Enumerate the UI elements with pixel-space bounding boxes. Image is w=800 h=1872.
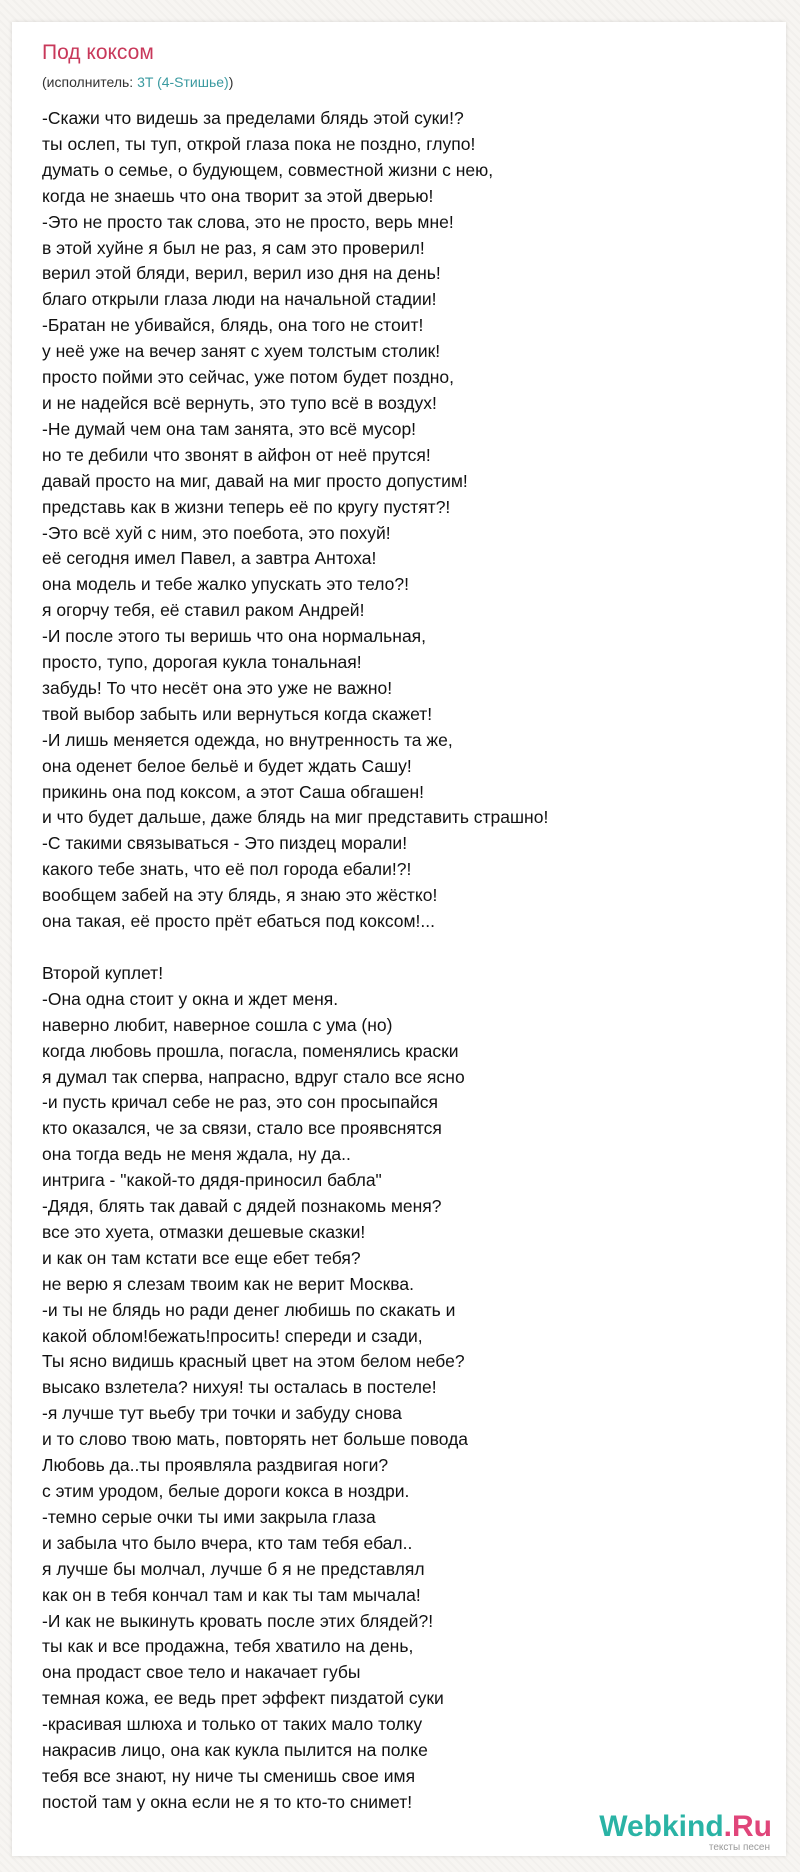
lyrics-text bbox=[42, 106, 762, 1816]
lyric-line: постой там у окна если не я то кто-то снимет! bbox=[42, 1791, 413, 1812]
lyric-line: я огорчу тебя, её ставил раком Андрей! bbox=[42, 600, 365, 621]
lyric-line: прикинь она под коксом, а этот Саша обгашен! bbox=[42, 781, 424, 802]
lyric-line: я думал так сперва, напрасно, вдруг стало все ясно bbox=[42, 1066, 465, 1087]
lyric-line: но те дебили что звонят в айфон от неё прутся! bbox=[42, 444, 431, 465]
artist-suffix: ) bbox=[228, 74, 234, 90]
lyric-line: представь как в жизни теперь её по кругу пустят?! bbox=[42, 496, 451, 517]
site-logo[interactable] bbox=[572, 1810, 772, 1856]
lyric-line: интрига - "какой-то дядя-приносил бабла" bbox=[42, 1170, 382, 1191]
lyric-line: тебя все знают, ну ниче ты сменишь свое имя bbox=[42, 1765, 416, 1786]
lyric-line: верил этой бляди, верил, верил изо дня на день! bbox=[42, 263, 441, 284]
lyric-line: я лучше бы молчал, лучше б я не представлял bbox=[42, 1558, 425, 1579]
lyric-line: -И после этого ты веришь что она нормальная, bbox=[42, 626, 427, 647]
lyric-line: -Братан не убивайся, блядь, она того не стоит! bbox=[42, 315, 424, 336]
lyric-line: у неё уже на вечер занят с хуем толстым столик! bbox=[42, 341, 441, 362]
lyric-line: и как он там кстати все еще ебет тебя? bbox=[42, 1247, 361, 1268]
lyric-line: -И лишь меняется одежда, но внутренность та же, bbox=[42, 729, 453, 750]
lyric-line: её сегодня имел Павел, а завтра Антоха! bbox=[42, 548, 377, 569]
artist-link[interactable]: 3T (4-Sтишье) bbox=[137, 74, 229, 90]
lyric-line: -и пусть кричал себе не раз, это сон просыпайся bbox=[42, 1092, 438, 1113]
lyric-line: -С такими связываться - Это пиздец морали! bbox=[42, 833, 408, 854]
lyric-line: забудь! То что несёт она это уже не важно! bbox=[42, 677, 393, 698]
lyric-line: с этим уродом, белые дороги кокса в ноздри. bbox=[42, 1481, 410, 1502]
lyric-line: накрасив лицо, она как кукла пылится на полке bbox=[42, 1740, 428, 1761]
lyric-line: она такая, её просто прёт ебаться под коксом!... bbox=[42, 911, 435, 932]
lyric-line bbox=[42, 935, 762, 961]
lyric-line: она тогда ведь не меня ждала, ну да.. bbox=[42, 1144, 351, 1165]
logo-word-main: Webkind bbox=[599, 1810, 724, 1843]
lyric-line: она модель и тебе жалко упускать это тело?! bbox=[42, 574, 410, 595]
lyric-line: наверно любит, наверное сошла с ума (но) bbox=[42, 1014, 393, 1035]
lyric-line: и забыла что было вчера, кто там тебя ебал.. bbox=[42, 1532, 413, 1553]
artist-prefix: (исполнитель: bbox=[42, 74, 138, 90]
lyric-line: твой выбор забыть или вернуться когда скажет! bbox=[42, 703, 433, 724]
lyric-line: -Это всё хуй с ним, это поебота, это похуй! bbox=[42, 522, 391, 543]
logo-word-suffix: .Ru bbox=[723, 1810, 772, 1843]
lyric-line: -Она одна стоит у окна и ждет меня. bbox=[42, 988, 339, 1009]
lyric-line: все это хуета, отмазки дешевые сказки! bbox=[42, 1221, 366, 1242]
lyric-line: ты как и все продажна, тебя хватило на день, bbox=[42, 1636, 414, 1657]
lyric-line: Второй куплет! bbox=[42, 962, 164, 983]
lyric-line: в этой хуйне я был не раз, я сам это проверил! bbox=[42, 237, 425, 258]
lyric-line: -и ты не блядь но ради денег любишь по скакать и bbox=[42, 1299, 456, 1320]
lyric-line: и не надейся всё вернуть, это тупо всё в воздух! bbox=[42, 392, 437, 413]
logo-subtitle: тексты песен bbox=[708, 1842, 770, 1853]
lyric-line: высако взлетела? нихуя! ты осталась в постеле! bbox=[42, 1377, 437, 1398]
lyric-line: просто, тупо, дорогая кукла тональная! bbox=[42, 652, 362, 673]
song-title: Под коксом bbox=[42, 41, 154, 64]
lyric-line: -красивая шлюха и только от таких мало толку bbox=[42, 1714, 423, 1735]
lyric-line: -Не думай чем она там занята, это всё мусор! bbox=[42, 418, 417, 439]
lyric-line: просто пойми это сейчас, уже потом будет поздно, bbox=[42, 367, 454, 388]
lyric-line: -я лучше тут вьебу три точки и забуду снова bbox=[42, 1403, 402, 1424]
lyric-line: -темно серые очки ты ими закрыла глаза bbox=[42, 1506, 376, 1527]
lyric-line: не верю я слезам твоим как не верит Москва. bbox=[42, 1273, 415, 1294]
lyric-line: темная кожа, ее ведь прет эффект пиздатой суки bbox=[42, 1688, 444, 1709]
lyric-line: думать о семье, о будующем, совместной жизни с нею, bbox=[42, 159, 494, 180]
lyric-line: -Дядя, блять так давай с дядей познакомь меня? bbox=[42, 1196, 442, 1217]
artist-line bbox=[42, 73, 233, 91]
lyric-line: когда не знаешь что она творит за этой дверью! bbox=[42, 185, 434, 206]
lyric-line: ты ослеп, ты туп, открой глаза пока не поздно, глупо! bbox=[42, 133, 476, 154]
lyric-line: -И как не выкинуть кровать после этих блядей?! bbox=[42, 1610, 434, 1631]
lyric-line: и что будет дальше, даже блядь на миг представить страшно! bbox=[42, 807, 549, 828]
lyric-line: вообщем забей на эту блядь, я знаю это жёстко! bbox=[42, 885, 438, 906]
lyric-line: -Это не просто так слова, это не просто, верь мне! bbox=[42, 211, 454, 232]
lyric-line: Ты ясно видишь красный цвет на этом белом небе? bbox=[42, 1351, 465, 1372]
lyric-line: Любовь да..ты проявляла раздвигая ноги? bbox=[42, 1455, 389, 1476]
lyric-line: благо открыли глаза люди на начальной стадии! bbox=[42, 289, 437, 310]
lyric-line: кто оказался, че за связи, стало все проявснятся bbox=[42, 1118, 442, 1139]
lyric-line: она продаст свое тело и накачает губы bbox=[42, 1662, 361, 1683]
lyric-line: какого тебе знать, что её пол города ебали!?! bbox=[42, 859, 412, 880]
lyric-line: давай просто на миг, давай на миг просто допустим! bbox=[42, 470, 468, 491]
lyric-line: она оденет белое бельё и будет ждать Сашу! bbox=[42, 755, 412, 776]
lyric-line: как он в тебя кончал там и как ты там мычала! bbox=[42, 1584, 421, 1605]
lyric-line: и то слово твою мать, повторять нет больше повода bbox=[42, 1429, 469, 1450]
lyric-line: какой облом!бежать!просить! спереди и сзади, bbox=[42, 1325, 423, 1346]
lyric-line: -Скажи что видешь за пределами блядь этой суки!? bbox=[42, 108, 464, 128]
lyric-line: когда любовь прошла, погасла, поменялись краски bbox=[42, 1040, 459, 1061]
logo-wordmark bbox=[599, 1810, 772, 1844]
